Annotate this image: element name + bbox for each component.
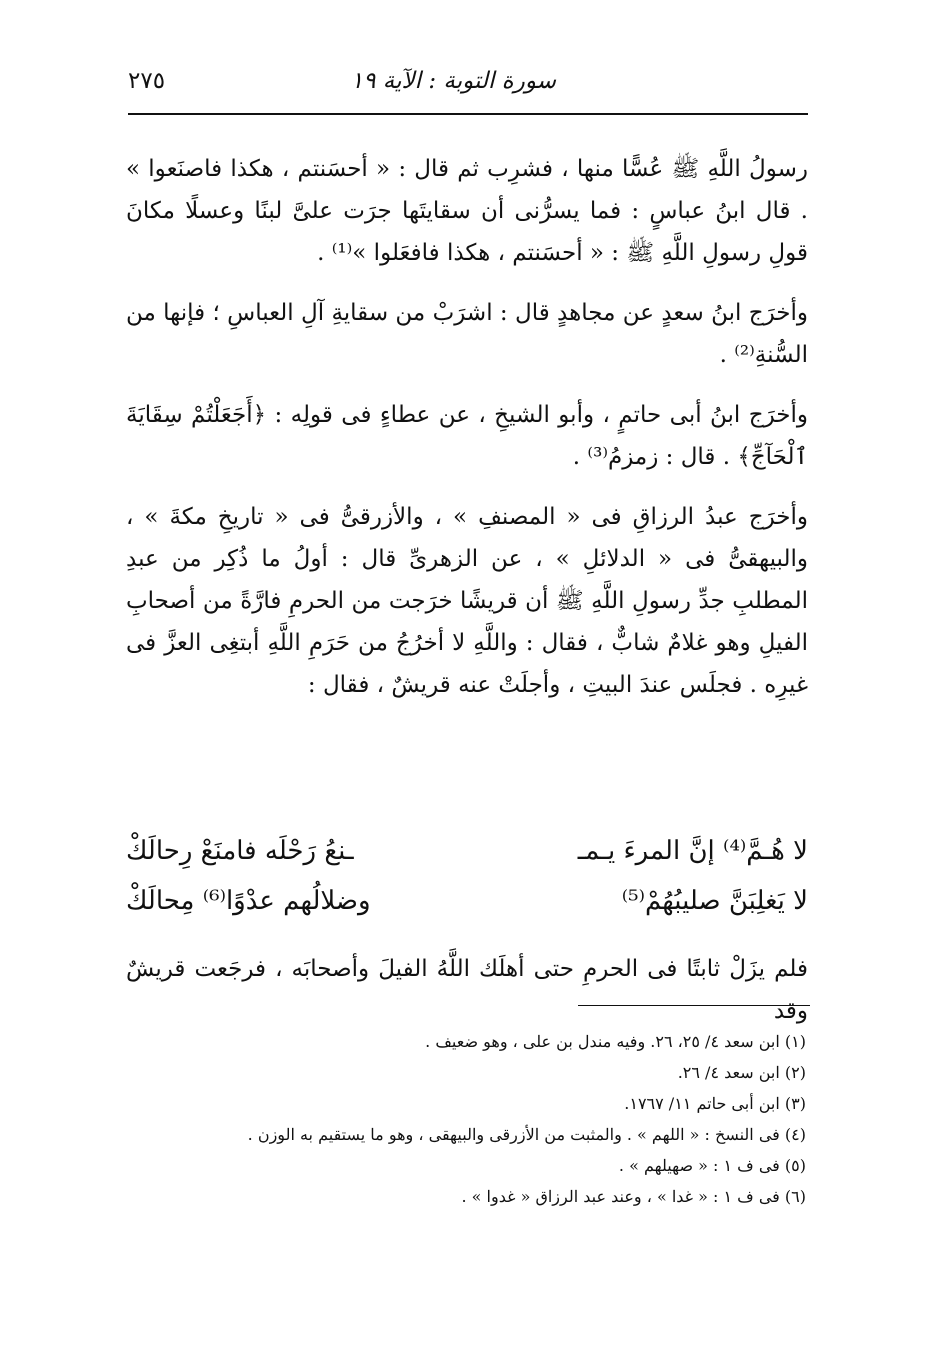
footnote: (١) ابن سعد ٤/ ٢٥، ٢٦. وفيه مندل بن على ، وهو ضعيف . bbox=[425, 1032, 806, 1051]
running-header bbox=[128, 62, 806, 112]
hemistich-first: لا يَغلِبَنَّ صليبُهُمْ⁽⁵⁾ bbox=[621, 886, 808, 916]
paragraph: رسولُ اللَّهِ ﷺ عُسًّا منها ، فشرِب ثم قال : « أحسَنتم ، هكذا فاصنَعوا » . قال ابنُ عباسٍ : فما يسرُّنى أن سقايتَها جرَت علىَّ لبنًا وعسلًا مكانَ قولِ رسولِ اللَّهِ ﷺ : « أحسَنتم ، هكذا فافعَلوا »⁽¹⁾ . bbox=[126, 156, 808, 266]
footnote: (٣) ابن أبى حاتم ١١/ ١٧٦٧. bbox=[624, 1094, 806, 1113]
main-text bbox=[126, 148, 808, 724]
poem bbox=[126, 826, 808, 926]
poem-verse bbox=[126, 826, 808, 876]
paragraph: وأخرَج ابنُ أبى حاتمٍ ، وأبو الشيخِ ، عن عطاءٍ فى قولِه : ﴿أَجَعَلْتُمْ سِقَايَةَ ٱلْحَآجِّ﴾ . قال : زمزمُ⁽³⁾ . bbox=[126, 402, 808, 470]
footnote-rule bbox=[578, 1005, 810, 1006]
footnote: (٢) ابن سعد ٤/ ٢٦. bbox=[677, 1063, 806, 1082]
page-number: ٢٧٥ bbox=[128, 68, 166, 94]
hemistich-second: وضلالُهم عدْوًا⁽⁶⁾ مِحالَكْ bbox=[126, 886, 371, 916]
footnote: (٥) فى ف ١ : « صهيلهم » . bbox=[618, 1156, 806, 1175]
running-title: سورة التوبة : الآية ١٩ bbox=[350, 68, 556, 94]
paragraph: وأخرَج عبدُ الرزاقِ فى « المصنفِ » ، والأزرقىُّ فى « تاريخِ مكةَ » ، والبيهقىُّ فى « الدلائلِ » ، عن الزهرىِّ قال : أولُ ما ذُكِر من عبدِ المطلبِ جدِّ رسولِ اللَّهِ ﷺ أن قريشًا خرَجت من الحرمِ فارَّةً من أصحابِ الفيلِ وهو غلامٌ شابٌّ ، فقال : واللَّهِ لا أخرُجُ من حَرَمِ اللَّهِ أبتغِى العزَّ فى غيرِه . فجلَس عندَ البيتِ ، وأجلَتْ عنه قريشٌ ، فقال : bbox=[126, 504, 808, 698]
hemistich-second: ـنعُ رَحْلَه فامنَعْ رِحالَكْ bbox=[126, 836, 354, 866]
footnote: (٤) فى النسخ : « اللهم » . والمثبت من الأزرقى والبيهقى ، وهو ما يستقيم به الوزن . bbox=[247, 1125, 806, 1144]
hemistich-first: لا هُـمَّ⁽⁴⁾ إنَّ المرءَ يـمـ bbox=[577, 836, 808, 866]
paragraph-after-poem: فلم يزَلْ ثابتًا فى الحرمِ حتى أهلَك اللَّهُ الفيلَ وأصحابَه ، فرجَعت قريشٌ وقد bbox=[126, 956, 808, 1024]
header-rule bbox=[128, 113, 808, 115]
paragraph: وأخرَج ابنُ سعدٍ عن مجاهدٍ قال : اشرَبْ من سقايةِ آلِ العباسِ ؛ فإنها من السُّنةِ⁽²⁾ . bbox=[126, 300, 808, 368]
poem-verse bbox=[126, 876, 808, 926]
footnote: (٦) فى ف ١ : « غدا » ، وعند عبد الرزاق « غدوا » . bbox=[461, 1187, 806, 1206]
footnotes bbox=[200, 1026, 806, 1212]
